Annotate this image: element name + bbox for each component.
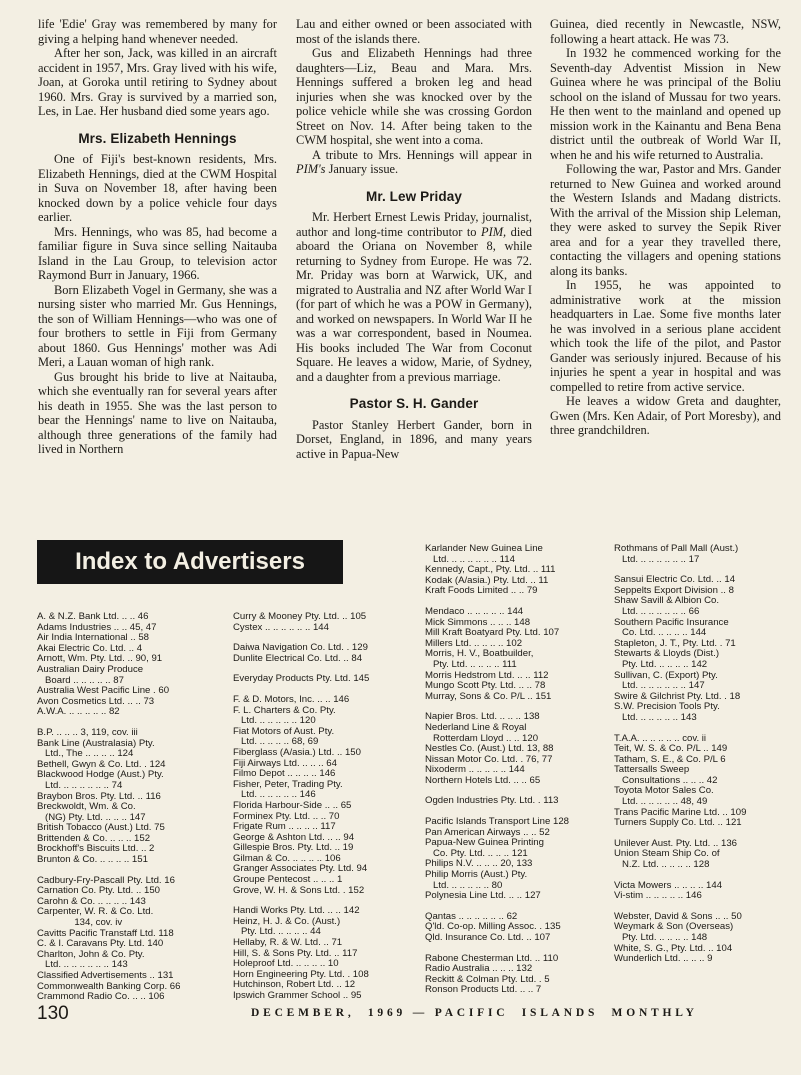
index-entry: Curry & Mooney Pty. Ltd. .. 105 [233, 611, 367, 622]
index-entry: Pty. Ltd. .. .. .. .. 111 [425, 658, 517, 670]
index-entry: A.W.A. .. .. .. .. .. 82 [37, 706, 120, 718]
index-entry: Ltd. .. .. .. .. .. .. 17 [614, 553, 700, 565]
index-entry: Australia West Pacific Line . 60 [37, 685, 170, 697]
index-entry: Morris Hedstrom Ltd. .. .. 112 [425, 669, 549, 681]
index-entry: Stapleton, J. T., Pty. Ltd. . 71 [614, 637, 736, 649]
index-entry: Victa Mowers .. .. .. .. 144 [614, 879, 723, 891]
index-entry: Consultations .. .. .. 42 [614, 774, 718, 786]
index-entry: Southern Pacific Insurance [614, 616, 729, 628]
index-entry: Fiji Airways Ltd. .. .. .. 64 [233, 757, 337, 769]
article-paragraph: One of Fiji's best-known residents, Mrs. Elizabeth Hennings, died at the CWM Hospital in Suva on November 18, after having been knocked down by a police vehicle four days earlier. [38, 152, 277, 224]
index-entry: Fisher, Peter, Trading Pty. [233, 778, 343, 790]
index-entry: Murray, Sons & Co. P/L .. 151 [425, 690, 552, 702]
index-entry: Cavitts Pacific Transtaff Ltd. 118 [37, 927, 174, 939]
index-entry: Qld. Insurance Co. Ltd. .. 107 [425, 932, 551, 943]
index-entry: Shaw Savill & Albion Co. [614, 595, 720, 607]
index-entry: Carohn & Co. .. .. .. .. 143 [37, 895, 146, 907]
index-entry: Rabone Chesterman Ltd. .. 110 [425, 952, 559, 964]
index-entry: Nissan Motor Co. Ltd. . 76, 77 [425, 753, 553, 765]
article-column-2 [296, 17, 532, 461]
index-entry: F. & D. Motors, Inc. .. .. 146 [233, 693, 350, 705]
index-entry: Tatham, S. E., & Co. P/L 6 [614, 753, 726, 765]
index-entry: Everyday Products Pty. Ltd. 145 [233, 673, 370, 685]
article-paragraph: He leaves a widow Greta and daughter, Gwen (Mrs. Ken Adair, of Port Moresby), and three grandchildren. [550, 394, 781, 437]
article-paragraph: After her son, Jack, was killed in an aircraft accident in 1957, Mrs. Gray lived with his wife, Joan, at Goroka until retiring to Sydney about 1960. Mrs. Gray is survived by a married son, Les, in Lae. Her husband died some years ago. [38, 46, 277, 118]
article-paragraph: life 'Edie' Gray was remembered by many for giving a helping hand whenever needed. [38, 17, 277, 46]
index-entry: Unilever Aust. Pty. Ltd. .. 136 [614, 837, 738, 849]
index-entry: Qantas .. .. .. .. .. .. 62 [425, 910, 518, 922]
index-entry: Union Steam Ship Co. of [614, 848, 720, 860]
index-entry: Wunderlich Ltd. .. .. .. 9 [614, 953, 713, 965]
index-title-banner: Index to Advertisers [37, 540, 343, 584]
index-entry: Morris, H. V., Boatbuilder, [425, 648, 534, 660]
index-entry: Handi Works Pty. Ltd. .. .. 142 [233, 905, 360, 917]
index-entry: Sullivan, C. (Export) Pty. [614, 669, 718, 681]
index-entry: Northern Hotels Ltd. .. .. 65 [425, 774, 541, 786]
index-entry: Pan American Airways .. .. 52 [425, 826, 550, 838]
index-entry: Polynesia Line Ltd. .. .. 127 [425, 890, 541, 902]
index-entry: Dunlite Electrical Co. Ltd. .. 84 [233, 652, 363, 664]
index-entry: Weymark & Son (Overseas) [614, 921, 734, 933]
index-entry: Fiberglass (A/asia.) Ltd. .. 150 [233, 746, 361, 758]
article-paragraph [296, 210, 532, 384]
index-entry: Ipswich Grammer School .. 95 [233, 990, 362, 1001]
obituary-heading: Pastor S. H. Gander [349, 396, 479, 411]
obituary-heading: Mrs. Elizabeth Hennings [78, 130, 237, 146]
article-paragraph: Born Elizabeth Vogel in Germany, she was a nursing sister who married Mr. Gus Hennings, the son of William Hennings—who was one of four brothers to settle in Fiji from Germany about 1860. Gus Hennings' mother was Adi Meri, a Lauan woman of high rank. [38, 282, 277, 369]
index-entry: Philips N.V. .. .. .. 20, 133 [425, 858, 533, 870]
index-entry: Napier Bros. Ltd. .. .. .. 138 [425, 711, 540, 723]
article-column-1 [38, 17, 277, 457]
index-entry: Ltd. .. .. .. .. .. .. 143 [37, 959, 128, 971]
index-entry: Vi-stim .. .. .. .. .. 146 [614, 890, 702, 902]
index-entry: Swire & Gilchrist Pty. Ltd. . 18 [614, 690, 741, 702]
index-column-1 [37, 612, 209, 1003]
index-entry: 134, cov. iv [37, 917, 123, 929]
index-entry: Radio Australia .. .. .. 132 [425, 963, 533, 975]
index-entry: Ltd. .. .. .. .. .. .. 74 [37, 779, 123, 791]
index-entry: Air India International .. 58 [37, 632, 149, 644]
article-paragraph: In 1955, he was appointed to administrative work at the mission headquarters in Lae. Some five months later he was involved in a serious plane accident which took the life of the pilot, and Pastor Gander was seriously injured. Because of his injuries he spent a year in hospital and was compelled to retire from active service. [550, 278, 781, 394]
index-entry: Akai Electric Co. Ltd. .. 4 [37, 642, 143, 654]
article-paragraph [296, 148, 532, 177]
index-entry: (NG) Pty. Ltd. .. .. .. 147 [37, 811, 146, 823]
index-entry: Turners Supply Co. Ltd. .. 121 [614, 817, 742, 829]
index-entry: Forminex Pty. Ltd. .. .. 70 [233, 810, 340, 822]
index-entry: Fiat Motors of Aust. Pty. [233, 725, 335, 737]
index-entry: Gilman & Co. .. .. .. .. 106 [233, 852, 341, 864]
index-entry: Australian Dairy Produce [37, 663, 144, 675]
index-entry: Carnation Co. Pty. Ltd. .. 150 [37, 885, 161, 897]
index-entry: Pty. Ltd. .. .. .. .. 148 [614, 932, 708, 943]
index-entry: Brunton & Co. .. .. .. .. 151 [37, 854, 148, 866]
index-entry: Ronson Products Ltd. .. .. 7 [425, 984, 542, 996]
index-entry: Avon Cosmetics Ltd. .. .. 73 [37, 695, 155, 707]
index-entry: Ltd. .. .. .. .. .. 143 [614, 711, 697, 723]
index-entry: Ltd. .. .. .. .. .. 120 [233, 715, 316, 727]
index-entry: Mendaco .. .. .. .. .. 144 [425, 605, 524, 617]
article-paragraph: Gus brought his bride to live at Naitauba, which she eventually ran for several years after his death in 1955. She was the last person to bear the Hennings' name to live on Naitauba, although three generations of the family had lived in Northern [38, 369, 277, 456]
index-entry: Kennedy, Capt., Pty. Ltd. .. 111 [425, 564, 556, 576]
index-entry: Hutchinson, Robert Ltd. .. 12 [233, 979, 356, 991]
index-entry: Pty. Ltd. .. .. .. .. 142 [614, 658, 708, 670]
index-entry: S.W. Precision Tools Pty. [614, 701, 720, 713]
index-entry: Crammond Radio Co. .. .. 106 [37, 991, 165, 1003]
index-spacer [614, 724, 785, 734]
index-entry: Carpenter, W. R. & Co. Ltd. [37, 906, 154, 918]
index-entry: A. & N.Z. Bank Ltd. .. .. 46 [37, 611, 149, 622]
obituary-heading: Mr. Lew Priday [366, 188, 462, 204]
page-number: 130 [37, 1003, 69, 1024]
index-entry: Seppelts Export Division .. 8 [614, 584, 734, 596]
index-entry: George & Ashton Ltd. .. .. 94 [233, 831, 355, 843]
index-entry: Webster, David & Sons .. .. 50 [614, 910, 742, 922]
index-entry: Ogden Industries Pty. Ltd. . 113 [425, 795, 559, 807]
page-footer [37, 1003, 783, 1027]
index-entry: N.Z. Ltd. .. .. .. .. 128 [614, 859, 710, 871]
index-entry: T.A.A. .. .. .. .. .. cov. ii [614, 732, 707, 744]
index-entry: Breckwoldt, Wm. & Co. [37, 801, 136, 813]
index-entry: Mill Kraft Boatyard Pty. Ltd. 107 [425, 627, 560, 639]
index-entry: White, S. G., Pty. Ltd. .. 104 [614, 942, 733, 954]
italic-title: PIM, [481, 224, 507, 239]
index-entry: Adams Industries .. .. 45, 47 [37, 621, 157, 633]
index-entry: C. & I. Caravans Pty. Ltd. 140 [37, 938, 164, 950]
index-entry: Rotterdam Lloyd .. .. 120 [425, 732, 539, 744]
index-entry: Bank Line (Australasia) Pty. [37, 737, 155, 749]
article-paragraph: Following the war, Pastor and Mrs. Gander returned to New Guinea and worked around the Western Islands and Madang districts. With the arrival of the Mission ship Leleman, they were asked to survey the Sepik River area and for a year they travelled there, contacting the villagers and opening stations along its banks. [550, 162, 781, 278]
index-entry: Mick Simmons .. .. .. 148 [425, 616, 531, 628]
index-entry: Grove, W. H. & Sons Ltd. . 152 [233, 884, 365, 896]
article-paragraph: Guinea, died recently in Newcastle, NSW, following a heart attack. He was 73. [550, 17, 781, 46]
index-entry: Brittenden & Co. .. .. .. 152 [37, 832, 151, 844]
index-entry: Cadbury-Fry-Pascall Pty. Ltd. 16 [37, 874, 175, 886]
index-entry: Kraft Foods Limited .. .. 79 [425, 585, 538, 597]
index-entry: British Tobacco (Aust.) Ltd. 75 [37, 822, 165, 834]
index-entry: Trans Pacific Marine Ltd. .. 109 [614, 806, 747, 818]
article-paragraph: Gus and Elizabeth Hennings had three daughters—Liz, Beau and Mara. Mrs. Hennings suffered a broken leg and head injuries when she was knocked over by the police vehicle while she was crossing Gordon Street on Nov. 14. After being taken to the CWM hospital, she went into a coma. [296, 46, 532, 147]
paragraph-text: died aboard the Oriana on November 8, while returning to Sydney from Europe. He was 72. Mr. Priday was born at Warwick, UK, and migrated to Australia and NZ after World War I (for part of which he was a POW in Germany), and worked on newspapers. In World War II he was a war correspondent, based in Noumea. His books included The War from Coconut Square. He leaves a widow, Marie, of Sydney, and a daughter from a previous marriage. [296, 224, 532, 384]
index-entry: Teit, W. S. & Co. P/L .. 149 [614, 743, 728, 755]
index-entry: Tattersalls Sweep [614, 764, 690, 776]
running-footer: DECEMBER, 1969 — PACIFIC ISLANDS MONTHLY [251, 1007, 698, 1019]
article-column-3 [550, 17, 781, 438]
index-entry: Ltd. .. .. .. .. .. .. 147 [614, 680, 705, 692]
index-column-2 [233, 612, 409, 1002]
article-paragraph: Pastor Stanley Herbert Gander, born in Dorset, England, in 1896, and many years active in Papua-New [296, 417, 532, 461]
index-entry: Cystex .. .. .. .. .. .. 144 [233, 621, 329, 633]
index-entry: Mungo Scott Pty. Ltd. .. .. 78 [425, 680, 546, 692]
index-entry: Granger Associates Pty. Ltd. 94 [233, 863, 368, 875]
index-entry: F. L. Charters & Co. Pty. [233, 704, 336, 716]
paragraph-text: A tribute to Mrs. Hennings will appear in [312, 147, 532, 162]
index-entry: Florida Harbour-Side .. .. 65 [233, 799, 352, 811]
index-entry: Horn Engineering Pty. Ltd. . 108 [233, 968, 369, 980]
index-entry: Ltd. .. .. .. .. .. 146 [233, 789, 316, 801]
index-entry: Toyota Motor Sales Co. [614, 785, 714, 797]
index-entry: Ltd. .. .. .. .. .. .. 114 [425, 553, 515, 565]
index-entry: Ltd., The .. .. .. .. 124 [37, 748, 134, 760]
index-entry: Braybon Bros. Pty. Ltd. .. 116 [37, 790, 161, 802]
index-entry: Gillespie Bros. Pty. Ltd. .. 19 [233, 842, 354, 854]
index-entry: Holeproof Ltd. .. .. .. .. 10 [233, 958, 339, 970]
index-entry: Filmo Depot .. .. .. .. 146 [233, 768, 336, 780]
index-entry: Ltd. .. .. .. .. 68, 69 [233, 736, 319, 748]
index-entry: Nestles Co. (Aust.) Ltd. 13, 88 [425, 743, 554, 755]
index-entry: Karlander New Guinea Line [425, 543, 543, 554]
index-entry: Rothmans of Pall Mall (Aust.) [614, 543, 739, 554]
index-column-4 [614, 544, 785, 965]
index-entry: B.P. .. .. .. 3, 119, cov. iii [37, 726, 138, 738]
index-entry: Classified Advertisements .. 131 [37, 970, 174, 981]
article-paragraph: Mrs. Hennings, who was 85, had become a familiar figure in Suva since selling Naitauba Island in the Lau Group, to television actor Raymond Burr in January, 1966. [38, 224, 277, 282]
italic-title: PIM's [296, 162, 326, 176]
index-entry: Millers Ltd. .. .. .. .. 102 [425, 637, 523, 649]
article-paragraph: In 1932 he commenced working for the Seventh-day Adventist Mission in New Guinea where he was principal of the Boliu school on the island of Mussau for two years. He then went to the mainland and opened up mission work in the Kainantu and Bena Bena district until the outbreak of World War II, when he and his wife returned to Australia. [550, 46, 781, 162]
index-entry: Arnott, Wm. Pty. Ltd. .. 90, 91 [37, 653, 163, 665]
index-entry: Pacific Islands Transport Line 128 [425, 816, 569, 828]
index-entry: Ltd. .. .. .. .. .. 80 [425, 879, 503, 891]
index-entry: Charlton, John & Co. Pty. [37, 948, 145, 960]
index-entry: Co. Pty. Ltd. .. .. .. 121 [425, 847, 528, 859]
index-entry: Co. Ltd. .. .. .. .. 144 [614, 627, 707, 639]
index-entry: Heinz, H. J. & Co. (Aust.) [233, 915, 341, 927]
index-entry: Daiwa Navigation Co. Ltd. . 129 [233, 642, 368, 654]
index-entry: Stewarts & Lloyds (Dist.) [614, 648, 720, 660]
index-entry: Blackwood Hodge (Aust.) Pty. [37, 769, 164, 781]
index-entry: Nederland Line & Royal [425, 721, 527, 733]
index-entry: Pty. Ltd. .. .. .. .. 44 [233, 926, 321, 938]
index-entry: Groupe Pentecost .. .. .. 1 [233, 874, 343, 886]
index-entry: Ltd. .. .. .. .. .. .. 66 [614, 605, 700, 617]
index-entry: Bethell, Gwyn & Co. Ltd. . 124 [37, 758, 166, 770]
index-entry: Brockhoff's Biscuits Ltd. .. 2 [37, 843, 155, 855]
paragraph-text: Mr. Herbert Ernest Lewis Priday, journalist, author and long-time contributor to [296, 210, 532, 239]
index-entry: Papua-New Guinea Printing [425, 837, 544, 849]
index-entry: Philip Morris (Aust.) Pty. [425, 869, 528, 881]
index-column-3 [425, 544, 595, 996]
index-entry: Commonwealth Banking Corp. 66 [37, 980, 181, 992]
paragraph-text: January issue. [325, 162, 399, 176]
index-entry: Board .. .. .. .. .. 87 [37, 674, 124, 686]
index-entry: Hellaby, R. & W. Ltd. .. 71 [233, 937, 343, 949]
index-entry: Q'ld. Co-op. Milling Assoc. . 135 [425, 921, 561, 933]
index-entry: Sansui Electric Co. Ltd. .. 14 [614, 574, 736, 586]
article-paragraph: Lau and either owned or been associated with most of the islands there. [296, 17, 532, 46]
index-entry: Reckitt & Colman Pty. Ltd. . 5 [425, 973, 550, 985]
index-entry: Frigate Rum .. .. .. .. 117 [233, 821, 336, 833]
index-entry: Hill, S. & Sons Pty. Ltd. .. 117 [233, 947, 358, 959]
index-entry: Ltd. .. .. .. .. .. 48, 49 [614, 796, 708, 808]
index-entry: Kodak (A/asia.) Pty. Ltd. .. 11 [425, 574, 549, 586]
index-entry: Nixoderm .. .. .. .. .. 144 [425, 764, 525, 776]
